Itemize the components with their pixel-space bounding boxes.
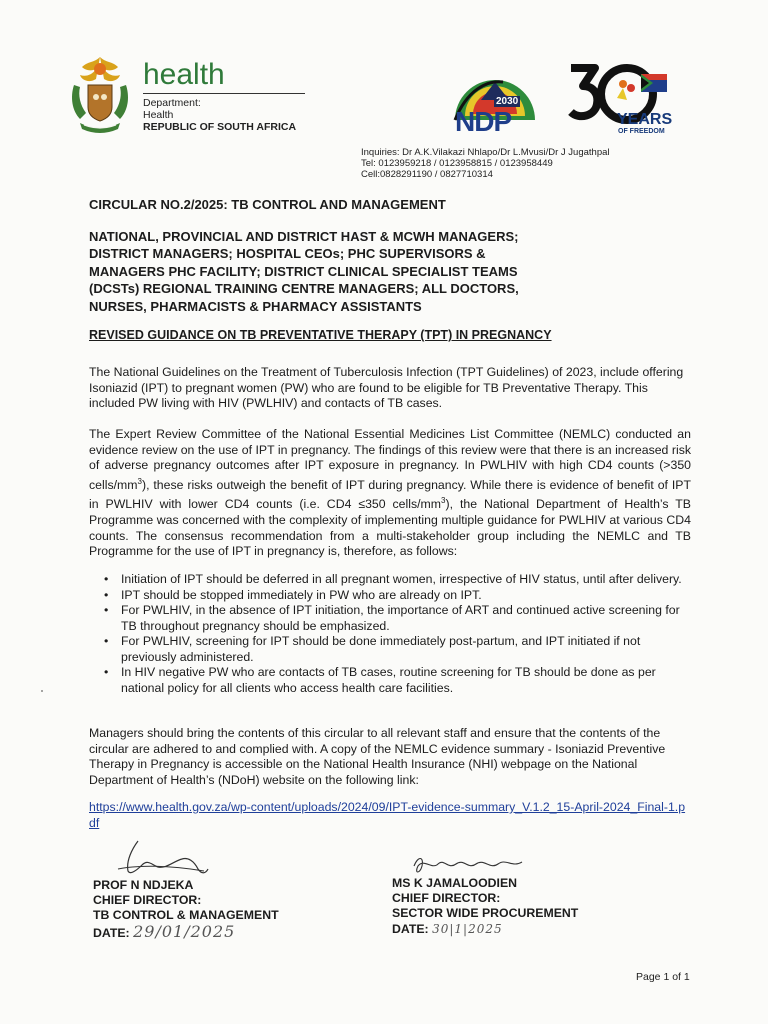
paragraph-2-part-c: ), the National Department of Health’s TB Programme was concerned with the complexity of implementing multiple guidance for PWLHIV at various CD4 counts. The consensus recommendation from a multi-stakeholder group including the NEMLC and TB Programme for the use of IPT in pregnancy is, therefore, as follows: — [89, 497, 691, 559]
years-text: YEARS — [617, 111, 673, 128]
paragraph-1: The National Guidelines on the Treatment of Tuberculosis Infection (TPT Guidelines) of 2023, include offering Isoniazid (IPT) to pregnant women (PW) who are found to be eligible for TB Preventative Therapy. This included PW living with HIV (PWLHIV) and contacts of TB cases. — [89, 365, 684, 411]
page-number: Page 1 of 1 — [636, 971, 690, 983]
signatory-name: PROF N NDJEKA — [93, 878, 194, 892]
years-subtext: OF FREEDOM — [618, 128, 665, 135]
signatory-date — [93, 921, 279, 941]
ndp-year: 2030 — [496, 96, 519, 107]
paragraph-2-part-a: The Expert Review Committee of the National Essential Medicines List Committee (NEMLC) conducted an evidence review on the use of IPT in pregnancy. The findings of this review were that there is an increased risk of adverse pregnancy outcomes after IPT exposure in pregnancy. In PWLHIV with high CD4 counts (>350 cells/mm — [89, 427, 691, 492]
signature-ndjeka-icon — [108, 835, 212, 879]
paragraph-2-part-b: ), these risks outweigh the benefit of IPT during pregnancy. While there is evidence of benefit of IPT in PWLHIV with lower CD4 counts (i.e. CD4 ≤350 cells/mm — [89, 477, 691, 512]
signatory-name: MS K JAMALOODIEN — [392, 876, 518, 890]
subject-heading: REVISED GUIDANCE ON TB PREVENTATIVE THERAPY (TPT) IN PREGNANCY — [89, 328, 552, 342]
inquiries-line: Inquiries: Dr A.K.Vilakazi Nhlapo/Dr L.Mvusi/Dr J Jugathpal — [361, 147, 610, 158]
list-item-text: Initiation of IPT should be deferred in all pregnant women, irrespective of HIV status, until after delivery. — [121, 572, 682, 586]
signatory-unit: SECTOR WIDE PROCUREMENT — [392, 906, 579, 921]
coat-of-arms-icon — [66, 53, 134, 139]
recipients-block — [89, 228, 679, 315]
signatory-right — [392, 876, 578, 937]
paragraph-2 — [89, 427, 691, 560]
superscript: 3 — [137, 476, 142, 486]
dept-line-3: REPUBLIC OF SOUTH AFRICA — [143, 121, 297, 133]
date-label: DATE: — [392, 921, 429, 936]
signatory-unit: TB CONTROL & MANAGEMENT — [93, 908, 279, 923]
health-logo-word: health — [143, 58, 225, 91]
list-item-text: In HIV negative PW who are contacts of TB cases, routine screening for TB should be done as per national policy for all clients who access health care facilities. — [121, 665, 656, 695]
evidence-summary-link[interactable]: https://www.health.gov.za/wp-content/uploads/2024/09/IPT-evidence-summary_V.1.2_15-April-2024_Final-1.pdf — [89, 800, 686, 830]
recipients-line: DISTRICT MANAGERS; HOSPITAL CEOs; PHC SUPERVISORS & — [89, 246, 486, 262]
date-label: DATE: — [93, 925, 130, 940]
logo-divider — [143, 93, 305, 94]
list-item — [89, 634, 693, 665]
recipients-line: (DCSTs) REGIONAL TRAINING CENTRE MANAGERS; ALL DOCTORS, — [89, 281, 519, 297]
superscript: 3 — [441, 496, 446, 506]
recipients-line: MANAGERS PHC FACILITY; DISTRICT CLINICAL SPECIALIST TEAMS — [89, 263, 518, 279]
list-item — [89, 665, 693, 696]
list-item — [89, 572, 693, 588]
date-handwritten: 29/01/2025 — [133, 921, 236, 941]
list-item-text: For PWLHIV, in the absence of IPT initiation, the importance of ART and continued active screening for TB throughout pregnancy should be emphasized. — [121, 603, 680, 633]
signatory-title: CHIEF DIRECTOR: — [93, 893, 202, 908]
cell-line: Cell:0828291190 / 0827710314 — [361, 169, 493, 180]
signatory-left — [93, 878, 279, 941]
bullet-icon: • — [104, 603, 109, 617]
recommendation-list — [89, 572, 693, 696]
list-item — [89, 588, 693, 604]
list-item — [89, 603, 693, 634]
recipients-line: NURSES, PHARMACISTS & PHARMACY ASSISTANTS — [89, 298, 422, 314]
dept-line-1: Department: — [143, 97, 201, 109]
telephone-line: Tel: 0123959218 / 0123958815 / 0123958449 — [361, 158, 553, 169]
bullet-icon: • — [104, 665, 109, 679]
list-item-text: For PWLHIV, screening for IPT should be done immediately post-partum, and IPT initiated if not previously administered. — [121, 634, 641, 664]
bullet-icon: • — [104, 587, 109, 602]
bullet-icon: • — [104, 572, 109, 586]
signatory-title: CHIEF DIRECTOR: — [392, 891, 501, 906]
date-handwritten: 30|1|2025 — [432, 921, 503, 936]
signatory-date — [392, 922, 578, 937]
dept-line-2: Health — [143, 109, 174, 121]
paragraph-3: Managers should bring the contents of this circular to all relevant staff and ensure that the contents of the circular are adhered to and complied with. A copy of the NEMLC evidence summary - Isoniazid Preventive Therapy in Pregnancy is accessible on the National Health Insurance (NHI) webpage on the National Department of Health’s (NDoH) website on the following link: — [89, 726, 666, 787]
list-item-text: IPT should be stopped immediately in PW who are already on IPT. — [121, 587, 482, 602]
scan-speck — [41, 690, 43, 692]
ndp-text: NDP — [455, 106, 512, 137]
bullet-icon: • — [104, 634, 109, 648]
recipients-line: NATIONAL, PROVINCIAL AND DISTRICT HAST & MCWH MANAGERS; — [89, 229, 519, 244]
circular-title: CIRCULAR NO.2/2025: TB CONTROL AND MANAGEMENT — [89, 197, 446, 212]
